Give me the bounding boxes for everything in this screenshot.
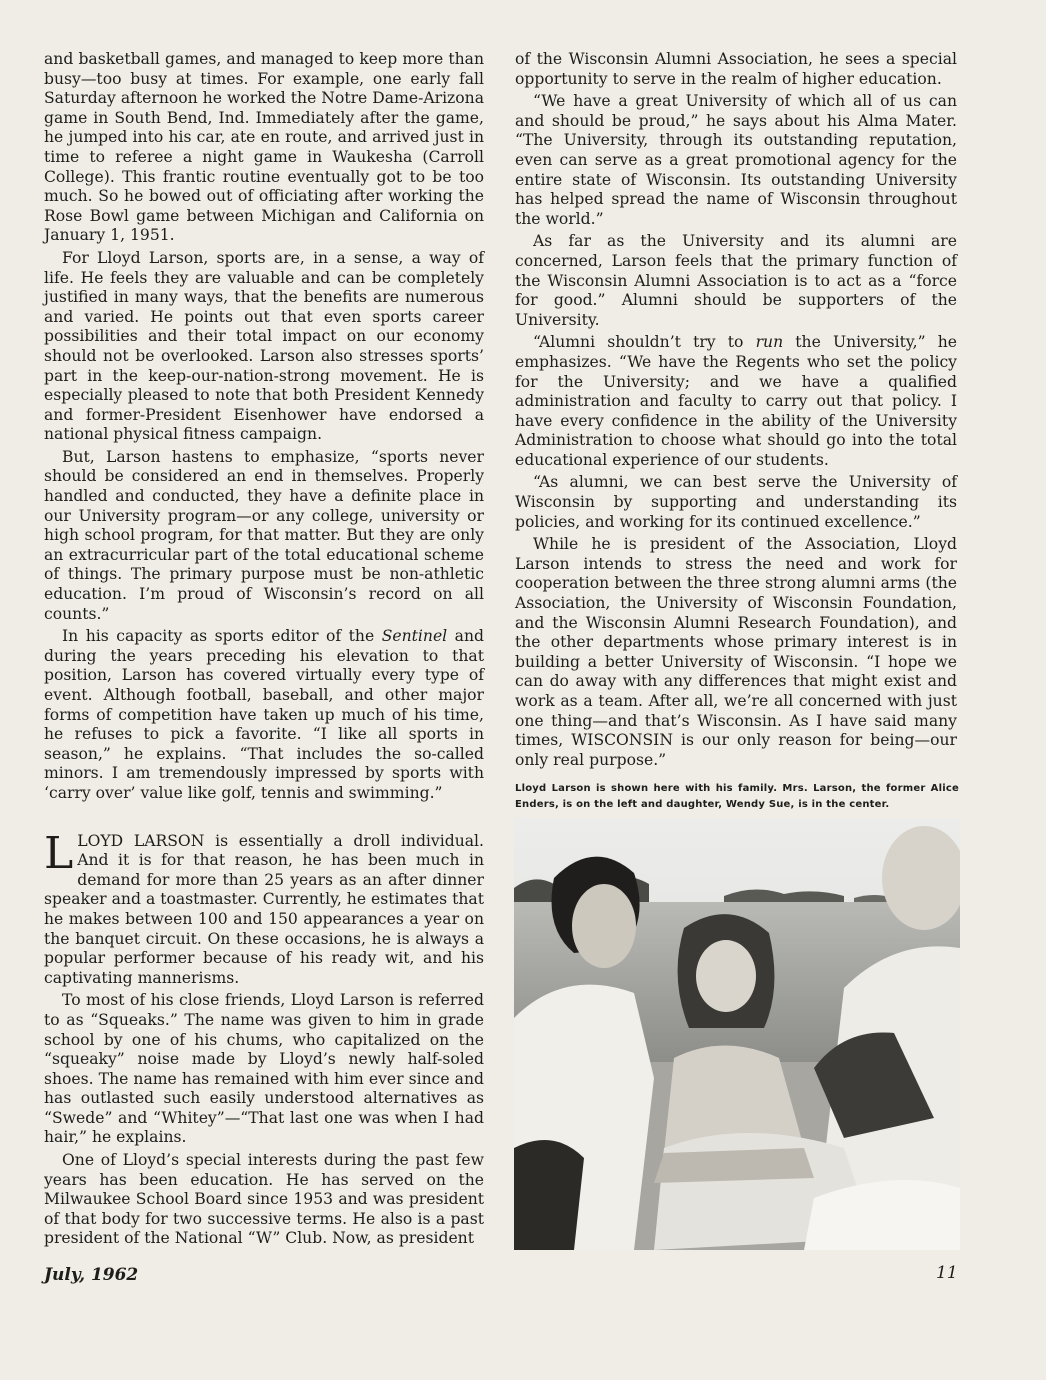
- issue-date: July, 1962: [44, 1265, 139, 1285]
- paragraph-text: In his capacity as sports editor of the: [62, 627, 382, 646]
- paragraph: [515, 333, 957, 470]
- left-column: [44, 50, 484, 1249]
- paragraph: As far as the University and its alumni are concerned, Larson feels that the primary function of the Wisconsin Alumni Association is to act as a “force for good.” Alumni should be supporters of the University.: [515, 232, 957, 329]
- photo-caption: Lloyd Larson is shown here with his family. Mrs. Larson, the former Alice Enders, is on the left and daughter, Wendy Sue, is in the center.: [515, 783, 959, 810]
- family-photo-illustration: [514, 818, 960, 1250]
- paragraph: To most of his close friends, Lloyd Larson is referred to as “Squeaks.” The name was given to him in grade school by one of his chums, who capitalized on the “squeaky” noise made by Lloyd’s newly half-soled shoes. The name has remained with him ever since and has outlasted such easily understood alternatives as “Swede” and “Whitey”—“That last one was when I had hair,” he explains.: [44, 991, 484, 1147]
- paragraph-text: and during the years preceding his elevation to that position, Larson has covered virtually every type of event. Although football, baseball, and other major forms of competition have taken up much of his time, he refuses to pick a favorite. “I like all sports in season,” he explains. “That includes the so-called minors. I am tremendously impressed by sports with ‘carry over’ value like golf, tennis and swimming.”: [44, 627, 484, 802]
- paragraph: One of Lloyd’s special interests during the past few years has been education. He has served on the Milwaukee School Board since 1953 and was president of that body for two successive terms. He also is a past president of the National “W” Club. Now, as president: [44, 1151, 484, 1248]
- page-number: 11: [936, 1263, 958, 1283]
- paragraph: For Lloyd Larson, sports are, in a sense, a way of life. He feels they are valuable and can be completely justified in many ways, that the benefits are numerous and varied. He points out that even sports career possibilities and their total impact on our economy should not be overlooked. Larson also stresses sports’ part in the keep-our-nation-strong movement. He is especially pleased to note that both President Kennedy and former-President Eisenhower have endorsed a national physical fitness campaign.: [44, 248, 484, 444]
- paragraph-text: is essentially a droll individual. And it is for that reason, he has been much in demand for more than 25 years as an after dinner speaker and a toastmaster. Currently, he estimates that he makes between 100 and 150 appearances a year on the banquet circuit. On these occasions, he is always a popular performer because of his ready wit, and his captivating mannerisms.: [44, 831, 484, 987]
- paragraph: “We have a great University of which all of us can and should be proud,” he says about his Alma Mater. “The University, through its outstanding reputation, even can serve as a great promotional agency for the entire state of Wisconsin. Its outstanding University has helped spread the name of Wisconsin throughout the world.”: [515, 92, 957, 228]
- lead-in: LOYD LARSON: [77, 831, 205, 850]
- emphasis: run: [755, 333, 784, 352]
- paragraph: [44, 627, 484, 803]
- newspaper-name: Sentinel: [381, 627, 448, 646]
- paragraph: While he is president of the Association, Lloyd Larson intends to stress the need and work for cooperation between the three strong alumni arms (the Association, the University of Wisconsin Foundation, and the Wisconsin Alumni Research Foundation), and the other departments whose primary interest is in building a better University of Wisconsin. “I hope we can do away with any differences that might exist and work as a team. After all, we’re all concerned with just one thing—and that’s Wisconsin. As I have said many times, WISCONSIN is our only reason for being—our only real purpose.”: [515, 535, 957, 769]
- drop-cap: L: [44, 827, 74, 879]
- dropcap-paragraph: [44, 827, 484, 989]
- paragraph: “As alumni, we can best serve the University of Wisconsin by supporting and understanding its policies, and working for its continued excellence.”: [515, 473, 957, 531]
- right-column: [515, 50, 957, 770]
- family-photo: [514, 818, 960, 1250]
- paragraph: of the Wisconsin Alumni Association, he sees a special opportunity to serve in the realm of higher education.: [515, 50, 957, 88]
- paragraph: But, Larson hastens to emphasize, “sports never should be considered an end in themselves. Properly handled and conducted, they have a definite place in our University program—or any college, university or high school program, for that matter. But they are only an extracurricular part of the total educational scheme of things. The primary purpose must be non-athletic education. I’m proud of Wisconsin’s record on all counts.”: [44, 447, 484, 623]
- paragraph-text: “Alumni shouldn’t try to: [533, 333, 756, 352]
- paragraph: and basketball games, and managed to keep more than busy—too busy at times. For example, one early fall Saturday afternoon he worked the Notre Dame-Arizona game in South Bend, Ind. Immediately after the game, he jumped into his car, ate en route, and arrived just in time to referee a night game in Waukesha (Carroll College). This frantic routine eventually got to be too much. So he bowed out of officiating after working the Rose Bowl game between Michigan and California on January 1, 1951.: [44, 50, 484, 245]
- paragraph-text: the University,” he emphasizes. “We have the Regents who set the policy for the University; and we have a qualified administration and faculty to carry out that policy. I have every confidence in the ability of the University Administration to choose what should go into the total educational experience of our students.: [515, 333, 957, 469]
